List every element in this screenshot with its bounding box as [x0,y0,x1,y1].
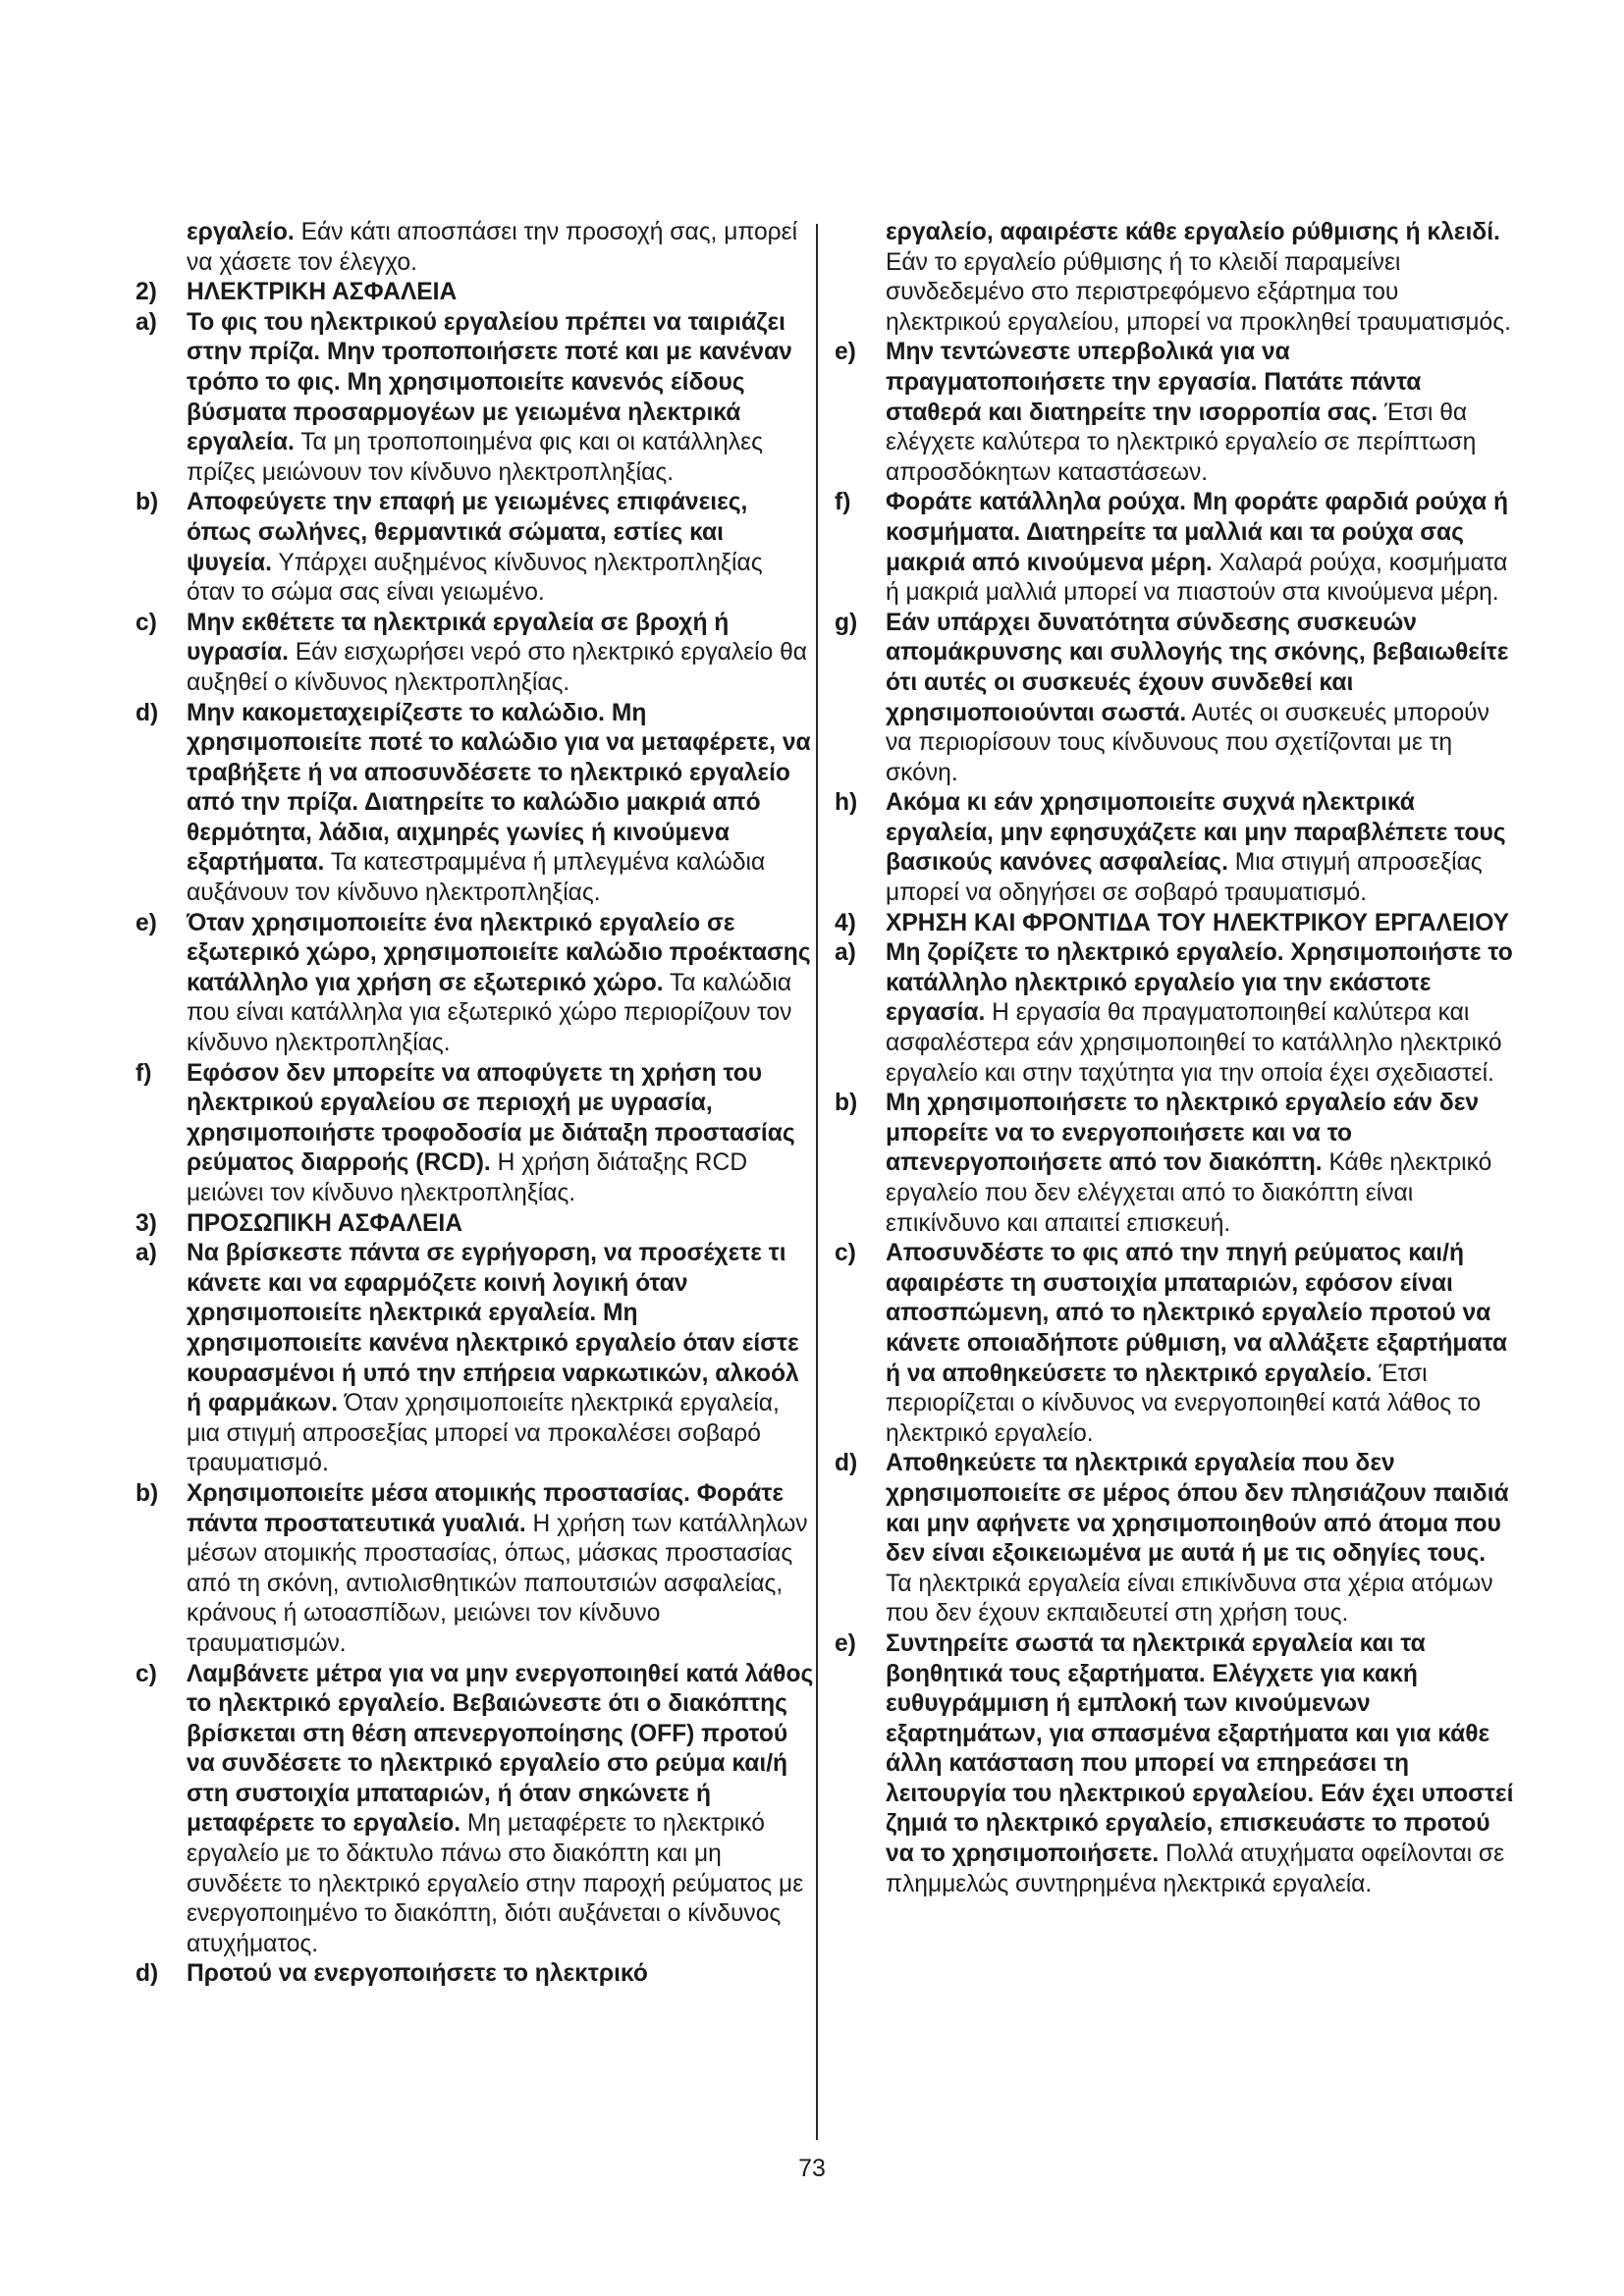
section-heading: 4) ΧΡΗΣΗ ΚΑΙ ΦΡΟΝΤΙΔΑ ΤΟΥ ΗΛΕΚΤΡΙΚΟΥ ΕΡΓΑΛΕΙΟΥ [835,909,1510,936]
list-item: b) Αποφεύγετε την επαφή με γειωμένες επιφάνειες, όπως σωλήνες, θερμαντικά σώματα, εστίες και ψυγεία. Υπάρχει αυξημένος κίνδυνος ηλεκτροπληξίας όταν το σώμα σας είναι γειωμένο. [135,489,763,607]
list-item: h) Ακόμα κι εάν χρησιμοποιείτε συχνά ηλεκτρικά εργαλεία, μην εφησυχάζετε και μην παραβλέπετε τους βασικούς κανόνες ασφαλείας. Μια στιγμή απροσεξίας μπορεί να οδηγήσει σε σοβαρό τραυματισμό. [835,789,1506,907]
section-heading: 3) ΠΡΟΣΩΠΙΚΗ ΑΣΦΑΛΕΙΑ [135,1209,463,1237]
page-number: 73 [798,2155,826,2182]
list-item: d) Μην κακομεταχειρίζεστε το καλώδιο. Μη χρησιμοποιείτε ποτέ το καλώδιο για να μεταφέρετε, να τραβήξετε ή να αποσυνδέσετε το ηλεκτρικό εργαλείο από την πρίζα. Διατηρείτε το καλώδιο μακριά από θερμότητα, λάδια, αιχμηρές γωνίες ή κινούμενα εξαρτήματα. Τα κατεστραμμένα ή μπλεγμένα καλώδια αυξάνουν τον κίνδυνο ηλεκτροπληξίας. [135,699,811,907]
continuation-paragraph: εργαλείο. Εάν κάτι αποσπάσει την προσοχή σας, μπορεί να χάσετε τον έλεγχο. [187,219,798,276]
list-item: c) Αποσυνδέστε το φις από την πηγή ρεύματος και/ή αφαιρέστε τη συστοιχία μπαταριών, εφόσον είναι αποσπώμενη, από το ηλεκτρικό εργαλείο προτού να κάνετε οποιαδήποτε ρύθμιση, να αλλάξετε εξαρτήματα ή να αποθηκεύσετε το ηλεκτρικό εργαλείο. Έτσι περιορίζεται ο κίνδυνος να ενεργοποιηθεί κατά λάθος το ηλεκτρικό εργαλείο. [835,1240,1507,1447]
list-item: d) Αποθηκεύετε τα ηλεκτρικά εργαλεία που δεν χρησιμοποιείτε σε μέρος όπου δεν πλησιάζουν παιδιά και μην αφήνετε να χρησιμοποιηθούν από άτομα που δεν είναι εξοικειωμένα με αυτά ή με τις οδηγίες τους. Τα ηλεκτρικά εργαλεία είναι επικίνδυνα στα χέρια ατόμων που δεν έχουν εκπαιδευτεί στη χρήση τους. [835,1450,1509,1628]
list-item: b) Χρησιμοποιείτε μέσα ατομικής προστασίας. Φοράτε πάντα προστατευτικά γυαλιά. Η χρήση των κατάλληλων μέσων ατομικής προστασίας, όπως, μάσκας προστασίας από τη σκόνη, αντιολισθητικών παπουτσιών ασφαλείας, κράνους ή ωτοασπίδων, μειώνει τον κίνδυνο τραυματισμών. [135,1479,808,1657]
list-item: e) Συντηρείτε σωστά τα ηλεκτρικά εργαλεία και τα βοηθητικά τους εξαρτήματα. Ελέγχετε για κακή ευθυγράμμιση ή εμπλοκή των κινούμενων εξαρτημάτων, για σπασμένα εξαρτήματα και για κάθε άλλη κατάσταση που μπορεί να επηρεάσει τη λειτουργία του ηλεκτρικού εργαλείου. Εάν έχει υποστεί ζημιά το ηλεκτρικό εργαλείο, επισκευάστε το προτού να το χρησιμοποιήσετε. Πολλά ατυχήματα οφείλονται σε πλημμελώς συντηρημένα ηλεκτρικά εργαλεία. [835,1629,1514,1897]
section-heading: 2) ΗΛΕΚΤΡΙΚΗ ΑΣΦΑΛΕΙΑ [135,279,458,306]
list-item: c) Λαμβάνετε μέτρα για να μην ενεργοποιηθεί κατά λάθος το ηλεκτρικό εργαλείο. Βεβαιώνεστε ότι ο διακόπτης βρίσκεται στη θέση απενεργοποίησης (OFF) προτού να συνδέσετε το ηλεκτρικό εργαλείο στο ρεύμα και/ή στη συστοιχία μπαταριών, ή όταν σηκώνετε ή μεταφέρετε το εργαλείο. Μη μεταφέρετε το ηλεκτρικό εργαλείο με το δάκτυλο πάνω στο διακόπτη και μη συνδέετε το ηλεκτρικό εργαλείο στην παροχή ρεύματος με ενεργοποιημένο το διακόπτη, διότι αυξάνεται ο κίνδυνος ατυχήματος. [135,1660,814,1957]
list-item: a) Μη ζορίζετε το ηλεκτρικό εργαλείο. Χρησιμοποιήστε το κατάλληλο ηλεκτρικό εργαλείο για την εκάστοτε εργασία. Η εργασία θα πραγματοποιηθεί καλύτερα και ασφαλέστερα εάν χρησιμοποιηθεί το κατάλληλο ηλεκτρικό εργαλείο και στην ταχύτητα για την οποία έχει σχεδιαστεί. [835,939,1513,1087]
list-item: e) Μην τεντώνεστε υπερβολικά για να πραγματοποιήσετε την εργασία. Πατάτε πάντα σταθερά και διατηρείτε την ισορροπία σας. Έτσι θα ελέγχετε καλύτερα το ηλεκτρικό εργαλείο σε περίπτωση απροσδόκητων καταστάσεων. [835,339,1477,486]
list-item: f) Εφόσον δεν μπορείτε να αποφύγετε τη χρήση του ηλεκτρικού εργαλείου σε περιοχή με υγρασία, χρησιμοποιήστε τροφοδοσία με διάταξη προστασίας ρεύματος διαρροής (RCD). Η χρήση διάταξης RCD μειώνει τον κίνδυνο ηλεκτροπληξίας. [135,1059,795,1206]
right-column [835,218,1514,1899]
list-item: d) Προτού να ενεργοποιήσετε το ηλεκτρικό [135,1960,648,1988]
column-divider [816,224,818,2140]
list-item: g) Εάν υπάρχει δυνατότητα σύνδεσης συσκευών απομάκρυνσης και συλλογής της σκόνης, βεβαιωθείτε ότι αυτές οι συσκευές έχουν συνδεθεί και χρησιμοποιούνται σωστά. Αυτές οι συσκευές μπορούν να περιορίσουν τους κίνδυνους που σχετίζονται με τη σκόνη. [835,609,1509,786]
continuation-paragraph: εργαλείο, αφαιρέστε κάθε εργαλείο ρύθμισης ή κλειδί. Εάν το εργαλείο ρύθμισης ή το κλειδί παραμείνει συνδεδεμένο στο περιστρεφόμενο εξάρτημα του ηλεκτρικού εργαλείου, μπορεί να προκληθεί τραυματισμός. [886,219,1511,336]
left-column [135,218,815,1990]
list-item: b) Μη χρησιμοποιήσετε το ηλεκτρικό εργαλείο εάν δεν μπορείτε να το ενεργοποιήσετε και να το απενεργοποιήσετε από τον διακόπτη. Κάθε ηλεκτρικό εργαλείο που δεν ελέγχεται από το διακόπτη είναι επικίνδυνο και απαιτεί επισκευή. [835,1090,1492,1237]
list-item: e) Όταν χρησιμοποιείτε ένα ηλεκτρικό εργαλείο σε εξωτερικό χώρο, χρησιμοποιείτε καλώδιο προέκτασης κατάλληλο για χρήση σε εξωτερικό χώρο. Τα καλώδια που είναι κατάλληλα για εξωτερικό χώρο περιορίζουν τον κίνδυνο ηλεκτροπληξίας. [135,909,811,1057]
list-item: c) Μην εκθέτετε τα ηλεκτρικά εργαλεία σε βροχή ή υγρασία. Εάν εισχωρήσει νερό στο ηλεκτρικό εργαλείο θα αυξηθεί ο κίνδυνος ηλεκτροπληξίας. [135,609,808,696]
list-item: a) Να βρίσκεστε πάντα σε εγρήγορση, να προσέχετε τι κάνετε και να εφαρμόζετε κοινή λογική όταν χρησιμοποιείτε ηλεκτρικά εργαλεία. Μη χρησιμοποιείτε κανένα ηλεκτρικό εργαλείο όταν είστε κουρασμένοι ή υπό την επήρεια ναρκωτικών, αλκοόλ ή φαρμάκων. Όταν χρησιμοποιείτε ηλεκτρικά εργαλεία, μια στιγμή απροσεξίας μπορεί να προκαλέσει σοβαρό τραυματισμό. [135,1240,799,1477]
list-item: a) Το φις του ηλεκτρικού εργαλείου πρέπει να ταιριάζει στην πρίζα. Μην τροποποιήσετε ποτέ και με κανέναν τρόπο το φις. Μη χρησιμοποιείτε κανενός είδους βύσματα προσαρμογέων με γειωμένα ηλεκτρικά εργαλεία. Τα μη τροποποιημένα φις και οι κατάλληλες πρίζες μειώνουν τον κίνδυνο ηλεκτροπληξίας. [135,308,792,486]
list-item: f) Φοράτε κατάλληλα ρούχα. Μη φοράτε φαρδιά ρούχα ή κοσμήματα. Διατηρείτε τα μαλλιά και τα ρούχα σας μακριά από κινούμενα μέρη. Χαλαρά ρούχα, κοσμήματα ή μακριά μαλλιά μπορεί να πιαστούν στα κινούμενα μέρη. [835,489,1508,607]
